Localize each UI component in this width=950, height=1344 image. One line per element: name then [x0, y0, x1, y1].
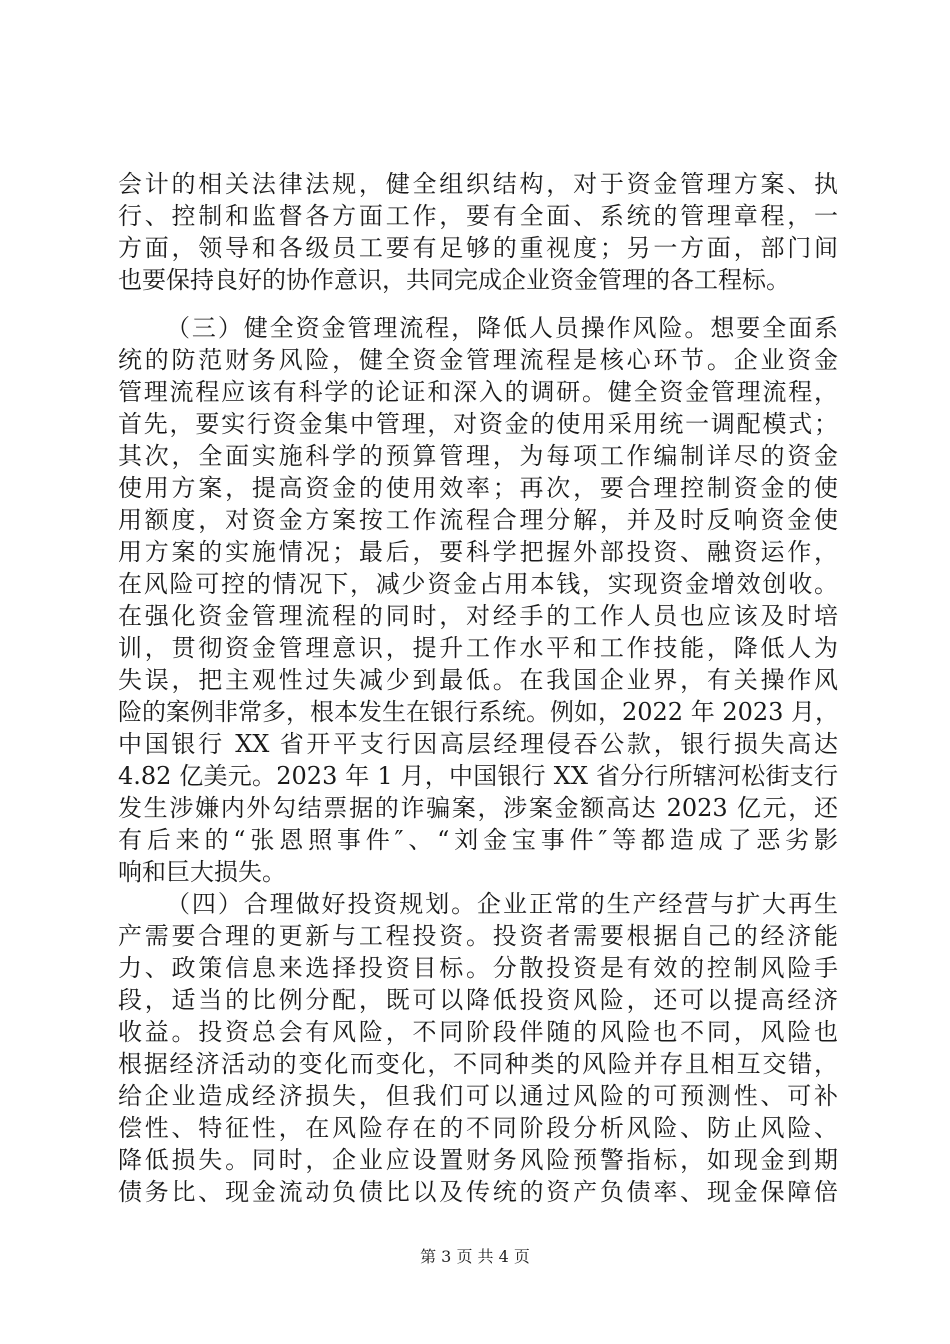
paragraph-line: 段，适当的比例分配，既可以降低投资风险，还可以提高经济 — [118, 986, 838, 1014]
paragraph-line: 4.82 亿美元。2023 年 1 月，中国银行 XX 省分行所辖河松街支行 — [118, 762, 838, 790]
paragraph-line: 偿性、特征性，在风险存在的不同阶段分析风险、防止风险、 — [118, 1114, 838, 1142]
paragraph-line: 有后来的“张恩照事件″、“刘金宝事件″等都造成了恶劣影 — [118, 826, 838, 854]
paragraph-line: （三）健全资金管理流程，降低人员操作风险。想要全面系 — [166, 314, 838, 342]
paragraph-line: 用方案的实施情况；最后，要科学把握外部投资、融资运作， — [118, 538, 838, 566]
paragraph-line: 方面，领导和各级员工要有足够的重视度；另一方面，部门间 — [118, 234, 838, 262]
paragraph-line: 行、控制和监督各方面工作，要有全面、系统的管理章程，一 — [118, 202, 838, 230]
paragraph-line: 债务比、现金流动负债比以及传统的资产负债率、现金保障倍 — [118, 1178, 838, 1206]
paragraph-line: 在强化资金管理流程的同时，对经手的工作人员也应该及时培 — [118, 602, 838, 630]
paragraph-line: 失误，把主观性过失减少到最低。在我国企业界，有关操作风 — [118, 666, 838, 694]
paragraph-line: 险的案例非常多，根本发生在银行系统。例如，2022 年 2023 月， — [118, 698, 840, 726]
paragraph-line: 力、政策信息来选择投资目标。分散投资是有效的控制风险手 — [118, 954, 838, 982]
paragraph-line: 使用方案，提高资金的使用效率；再次，要合理控制资金的使 — [118, 474, 838, 502]
paragraph-1 — [118, 168, 838, 296]
paragraph-line: 中国银行 XX 省开平支行因高层经理侵吞公款，银行损失高达 — [118, 730, 838, 758]
page-footer: 第 3 页 共 4 页 — [420, 1247, 530, 1266]
paragraph-line: 根据经济活动的变化而变化，不同种类的风险并存且相互交错， — [118, 1050, 838, 1078]
paragraph-line: 会计的相关法律法规，健全组织结构，对于资金管理方案、执 — [118, 170, 838, 198]
paragraph-line: 产需要合理的更新与工程投资。投资者需要根据自己的经济能 — [118, 922, 838, 950]
paragraph-line: 降低损失。同时，企业应设置财务风险预警指标，如现金到期 — [118, 1146, 838, 1174]
paragraph-line: 训，贯彻资金管理意识，提升工作水平和工作技能，降低人为 — [118, 634, 838, 662]
paragraph-line: 首先，要实行资金集中管理，对资金的使用采用统一调配模式； — [118, 410, 838, 438]
paragraph-line: （四）合理做好投资规划。企业正常的生产经营与扩大再生 — [166, 890, 838, 918]
paragraph-line: 统的防范财务风险，健全资金管理流程是核心环节。企业资金 — [118, 346, 838, 374]
paragraph-line: 用额度，对资金方案按工作流程合理分解，并及时反响资金使 — [118, 506, 838, 534]
paragraph-line: 响和巨大损失。 — [118, 858, 286, 886]
paragraph-2 — [118, 312, 838, 888]
paragraph-line: 也要保持良好的协作意识，共同完成企业资金管理的各工程标。 — [118, 266, 790, 294]
paragraph-line: 管理流程应该有科学的论证和深入的调研。健全资金管理流程， — [118, 378, 838, 406]
paragraph-line: 在风险可控的情况下，减少资金占用本钱，实现资金增效创收。 — [118, 570, 838, 598]
paragraph-line: 发生涉嫌内外勾结票据的诈骗案，涉案金额高达 2023 亿元，还 — [118, 794, 838, 822]
paragraph-line: 其次，全面实施科学的预算管理，为每项工作编制详尽的资金 — [118, 442, 838, 470]
paragraph-line: 给企业造成经济损失，但我们可以通过风险的可预测性、可补 — [118, 1082, 838, 1110]
paragraph-3 — [118, 888, 838, 1208]
paragraph-line: 收益。投资总会有风险，不同阶段伴随的风险也不同，风险也 — [118, 1018, 838, 1046]
